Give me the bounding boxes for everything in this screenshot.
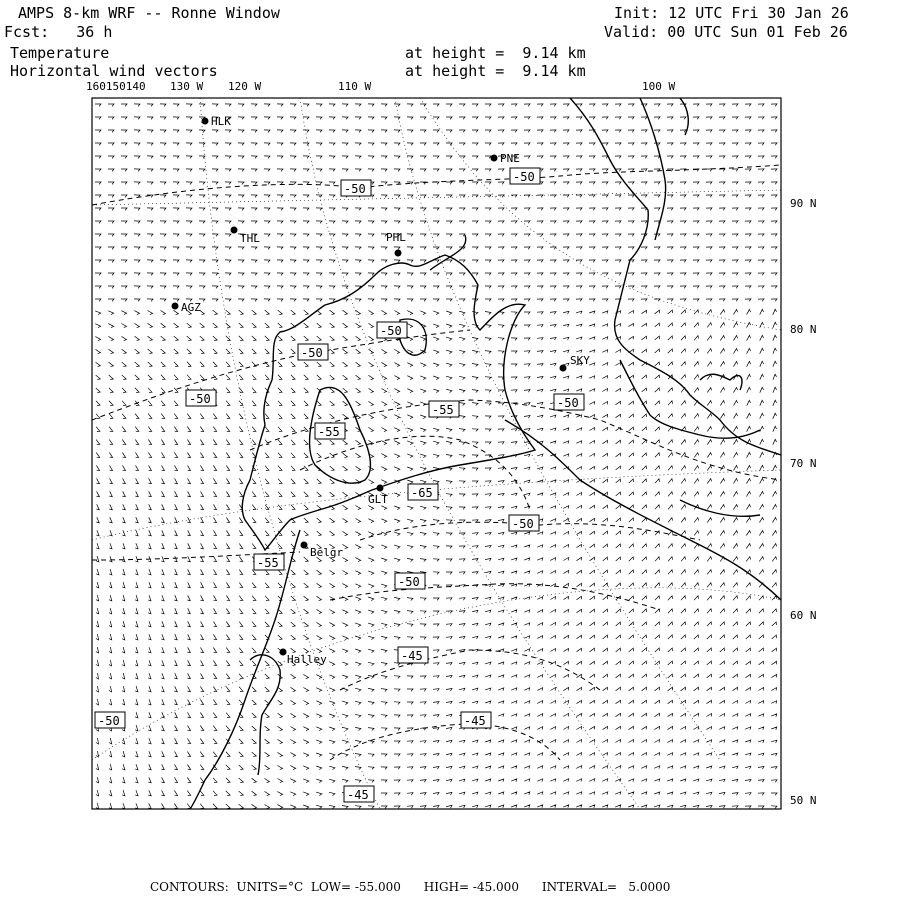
svg-text:PNE: PNE xyxy=(500,152,520,165)
contour-label xyxy=(408,484,438,500)
svg-text:-50: -50 xyxy=(512,517,534,531)
station-glt xyxy=(368,485,388,507)
contour-label xyxy=(95,712,125,728)
init-time: Init: 12 UTC Fri 30 Jan 26 xyxy=(614,4,849,22)
svg-text:-50: -50 xyxy=(398,575,420,589)
map-title: AMPS 8-km WRF -- Ronne Window xyxy=(18,4,280,22)
contour-label xyxy=(509,515,539,531)
lon-label: 160150140 xyxy=(86,80,146,93)
longitude-labels xyxy=(86,80,675,93)
temperature-contours xyxy=(92,165,781,760)
contour-label xyxy=(186,390,216,406)
svg-text:SKY: SKY xyxy=(570,354,590,367)
valid-time: Valid: 00 UTC Sun 01 Feb 26 xyxy=(604,23,848,41)
contour-label xyxy=(395,573,425,589)
contour-label xyxy=(254,554,284,570)
lat-label: 50 N xyxy=(790,794,817,807)
svg-text:PHL: PHL xyxy=(386,231,406,244)
field-wind-vectors: Horizontal wind vectors xyxy=(10,62,218,80)
svg-text:Halley: Halley xyxy=(287,653,327,666)
svg-text:-45: -45 xyxy=(464,714,486,728)
svg-text:AGZ: AGZ xyxy=(181,301,201,314)
latitude-labels xyxy=(790,197,817,807)
lon-label: 100 W xyxy=(642,80,676,93)
svg-text:-50: -50 xyxy=(344,182,366,196)
forecast-hour: Fcst: 36 h xyxy=(4,23,113,41)
contour-label xyxy=(344,786,374,802)
station-markers xyxy=(172,115,591,666)
svg-text:GLT: GLT xyxy=(368,493,388,506)
svg-text:-45: -45 xyxy=(347,788,369,802)
field-temperature: Temperature xyxy=(10,44,110,62)
svg-text:-55: -55 xyxy=(318,425,340,439)
svg-text:Belgr: Belgr xyxy=(310,546,344,559)
contour-info-footer: CONTOURS: UNITS=°C LOW= -55.000 HIGH= -45.000 INTERVAL= 5.0000 xyxy=(150,880,671,894)
height-label-2: at height = 9.14 km xyxy=(405,62,586,80)
svg-text:-50: -50 xyxy=(301,346,323,360)
svg-text:-55: -55 xyxy=(432,403,454,417)
lat-label: 90 N xyxy=(790,197,817,210)
lon-label: 120 W xyxy=(228,80,262,93)
station-hlk xyxy=(202,115,232,128)
lat-label: 80 N xyxy=(790,323,817,336)
contour-label xyxy=(398,647,428,663)
wind-vector-field xyxy=(95,104,777,809)
svg-text:-50: -50 xyxy=(557,396,579,410)
svg-text:THL: THL xyxy=(240,232,260,245)
svg-text:HLK: HLK xyxy=(211,115,231,128)
svg-text:-50: -50 xyxy=(513,170,535,184)
lat-label: 70 N xyxy=(790,457,817,470)
lat-label: 60 N xyxy=(790,609,817,622)
svg-text:-50: -50 xyxy=(98,714,120,728)
contour-label xyxy=(377,322,407,338)
lon-label: 110 W xyxy=(338,80,372,93)
svg-text:-45: -45 xyxy=(401,649,423,663)
contour-label xyxy=(510,168,540,184)
station-belgr xyxy=(301,542,344,560)
station-thl xyxy=(231,227,261,246)
svg-text:-55: -55 xyxy=(257,556,279,570)
station-halley xyxy=(280,649,328,667)
contour-label xyxy=(461,712,491,728)
contour-label xyxy=(554,394,584,410)
contour-value-labels xyxy=(95,168,584,802)
lon-label: 130 W xyxy=(170,80,204,93)
station-sky xyxy=(560,354,591,372)
contour-label xyxy=(429,401,459,417)
contour-label xyxy=(298,344,328,360)
svg-text:-50: -50 xyxy=(189,392,211,406)
station-pne xyxy=(491,152,520,165)
contour-label xyxy=(341,180,371,196)
contour-label xyxy=(315,423,345,439)
height-label-1: at height = 9.14 km xyxy=(405,44,586,62)
svg-text:-50: -50 xyxy=(380,324,402,338)
station-phl xyxy=(386,231,406,257)
wind-vectors xyxy=(95,104,777,809)
svg-text:-65: -65 xyxy=(411,486,433,500)
